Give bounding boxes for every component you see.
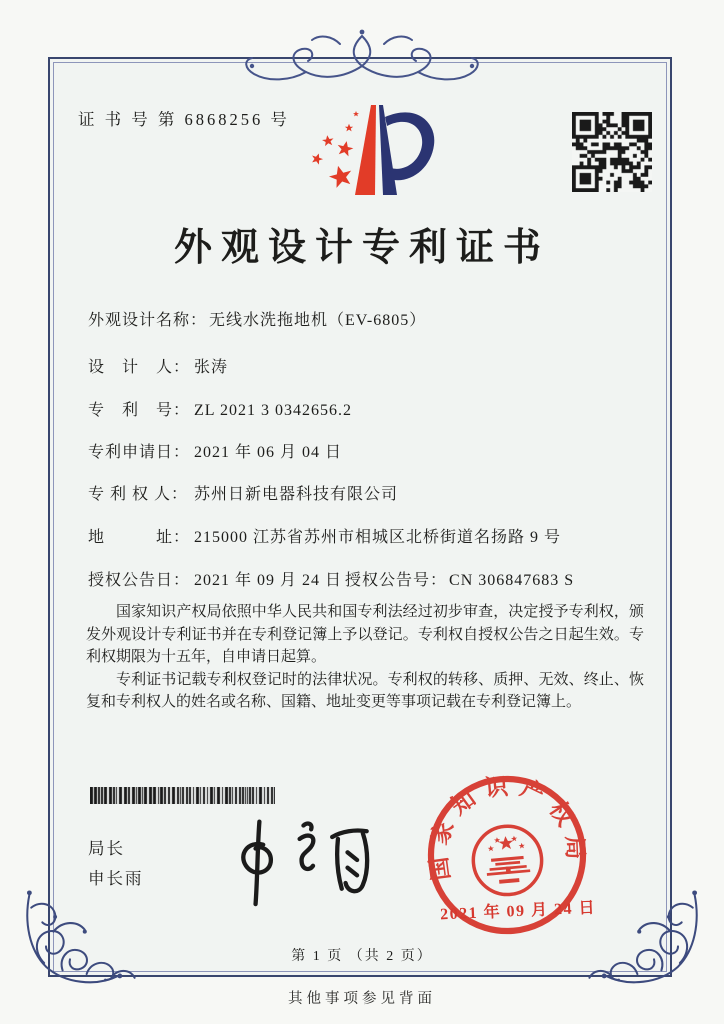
qr-code-icon [572,112,652,192]
commissioner-name: 申长雨 [88,869,144,888]
field-filing-date [88,439,644,462]
field-designer [88,354,644,377]
field-patent-number [88,397,644,420]
field-label: 外观设计名称： [88,312,208,329]
field-value: CN 306847683 S [449,572,575,589]
field-value: 215000 江苏省苏州市相城区北桥街道名扬路 9 号 [194,529,562,546]
field-address [88,524,644,547]
national-emblem [470,823,544,897]
field-label: 专 利 权 人： [88,486,189,503]
field-value: 苏州日新电器科技有限公司 [194,486,399,503]
commissioner-title: 局长 [88,839,125,858]
field-label: 专利申请日： [88,444,191,461]
field-value: 2021 年 06 月 04 日 [194,444,343,461]
legal-paragraph-2: 专利证书记载专利权登记时的法律状况。专利权的转移、质押、无效、终止、恢复和专利权人的姓名或名称、国籍、地址变更等事项记载在专利登记簿上。 [86,671,644,711]
field-value: 张涛 [194,359,229,376]
barcode-icon [90,787,275,804]
field-design-name [88,307,644,330]
field-value: 2021 年 09 月 24 日 [194,572,343,589]
commissioner-block [88,834,144,894]
certificate-number: 证 书 号 第 6868256 号 [78,110,290,129]
field-grant-date [88,567,644,590]
field-label: 授权公告号： [345,572,448,589]
field-label: 专 利 号： [88,402,191,419]
field-grant-number [345,567,574,590]
field-patentee [88,481,644,504]
signature-icon [200,812,382,908]
cnipa-logo-icon [299,101,439,199]
field-label: 地 址： [88,529,191,546]
page-number: 第 1 页 （共 2 页） [291,949,433,964]
field-label: 授权公告日： [88,572,191,589]
back-side-note: 其他事项参见背面 [288,991,436,1007]
seal-ring-text: 国家知识产权局 [425,773,589,882]
field-value: 无线水洗拖地机（EV-6805） [209,312,427,329]
seal-date: 2021 年 09 月 24 日 [439,899,597,924]
field-label: 设 计 人： [88,359,191,376]
legal-text [86,601,644,714]
legal-paragraph-1: 国家知识产权局依照中华人民共和国专利法经过初步审查，决定授予专利权，颁发外观设计专利证书并在专利登记簿上予以登记。专利权自授权公告之日起生效。专利权期限为十五年，自申请日起算。 [86,604,644,666]
field-value: ZL 2021 3 0342656.2 [194,402,352,419]
certificate-title: 外观设计专利证书 [173,227,550,269]
